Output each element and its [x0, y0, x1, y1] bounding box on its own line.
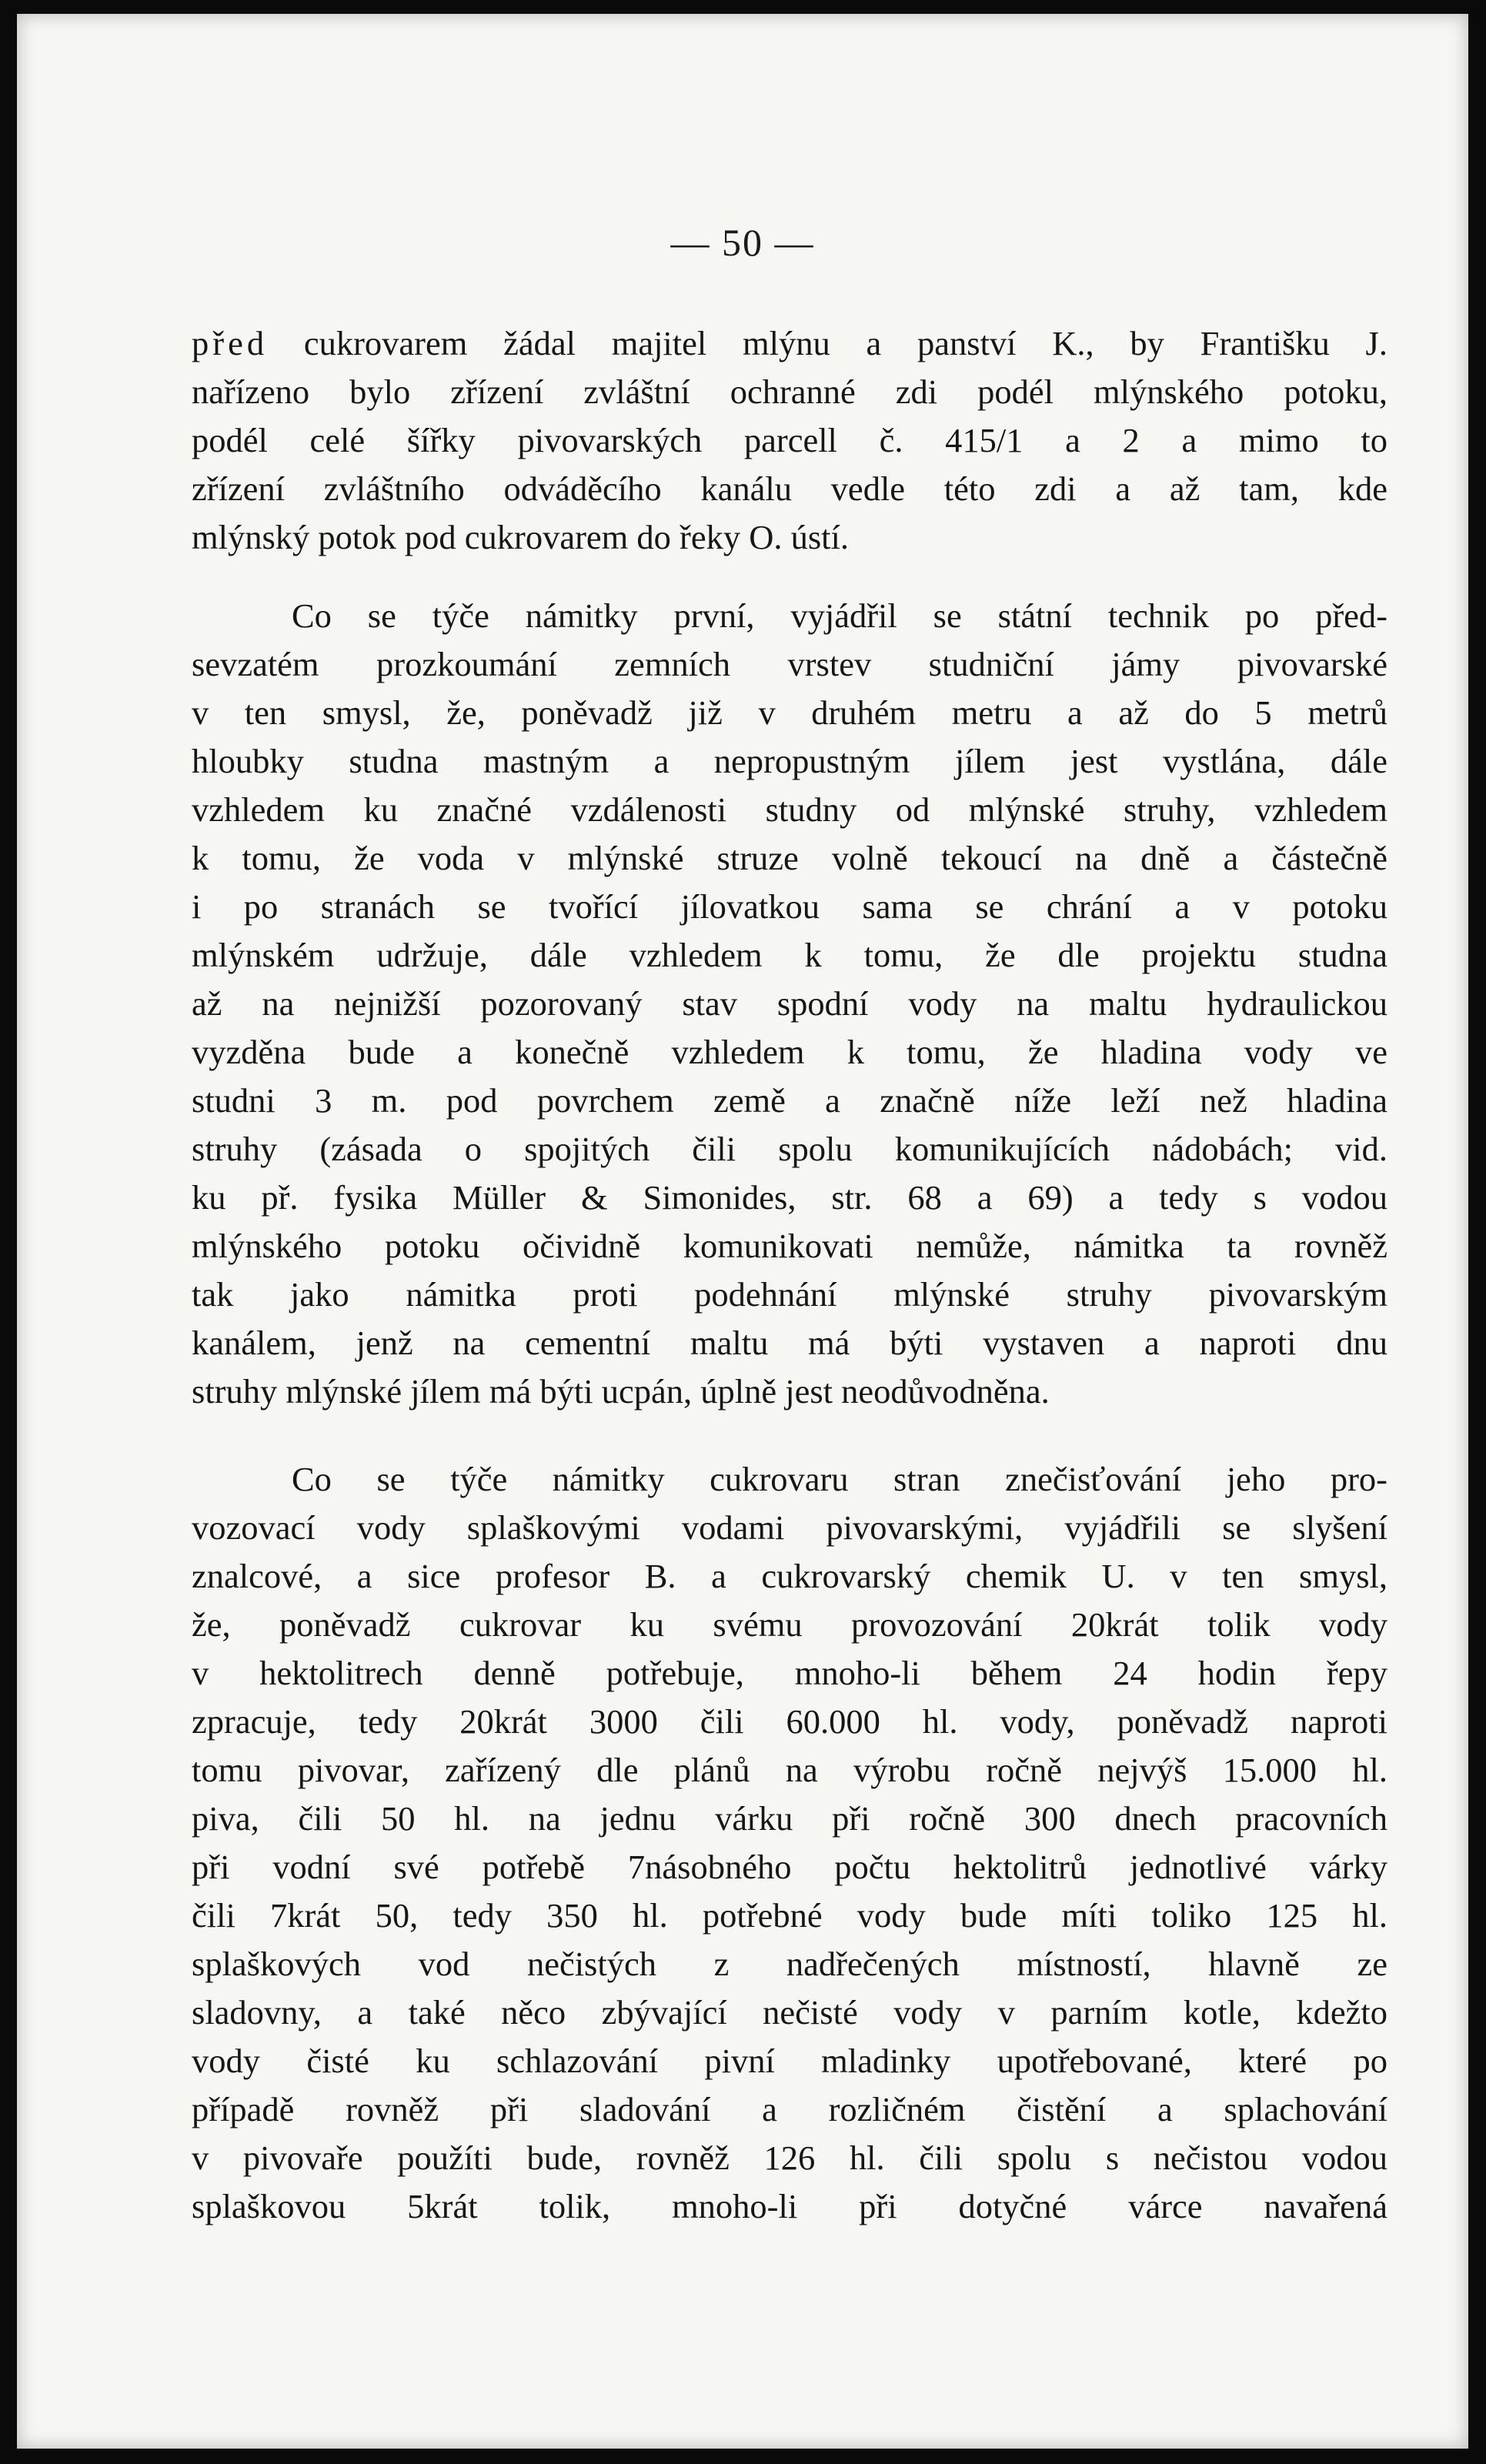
- text-line: ku př. fysika Müller & Simonides, str. 68 a 69) a tedy s vodou: [192, 1178, 1387, 1217]
- text-line: sladovny, a také něco zbývající nečisté vody v parním kotle, kdežto: [192, 1993, 1387, 2032]
- paragraph-2: [192, 592, 1387, 1416]
- text-line: v hektolitrech denně potřebuje, mnoho-li během 24 hodin řepy: [192, 1654, 1387, 1692]
- spaced-word: před: [192, 324, 269, 362]
- text-line: studni 3 m. pod povrchem země a značně níže leží než hladina: [192, 1081, 1387, 1120]
- text-line: vzhledem ku značné vzdálenosti studny od mlýnské struhy, vzhledem: [192, 790, 1387, 829]
- page-number: — 50 —: [670, 221, 815, 264]
- text-line: zpracuje, tedy 20krát 3000 čili 60.000 hl. vody, poněvadž naproti: [192, 1702, 1387, 1741]
- text-line: Co se týče námitky cukrovaru stran znečisťování jeho pro-: [292, 1460, 1387, 1498]
- text-line: nařízeno bylo zřízení zvláštní ochranné zdi podél mlýnského potoku,: [192, 372, 1387, 411]
- text-line: tomu pivovar, zařízený dle plánů na výrobu ročně nejvýš 15.000 hl.: [192, 1751, 1387, 1789]
- text-line: případě rovněž při sladování a rozličném čistění a splachování: [192, 2090, 1387, 2128]
- text-line: podél celé šířky pivovarských parcell č. 415/1 a 2 a mimo to: [192, 421, 1387, 459]
- text-line: vyzděna bude a konečně vzhledem k tomu, že hladina vody ve: [192, 1033, 1387, 1071]
- text-line: až na nejnižší pozorovaný stav spodní vody na maltu hydraulickou: [192, 984, 1387, 1023]
- text-line: při vodní své potřebě 7násobného počtu hektolitrů jednotlivé várky: [192, 1848, 1387, 1886]
- text-line: hloubky studna mastným a nepropustným jílem jest vystlána, dále: [192, 742, 1387, 780]
- text-line: že, poněvadž cukrovar ku svému provozování 20krát tolik vody: [192, 1605, 1387, 1644]
- text-line: k tomu, že voda v mlýnské struze volně tekoucí na dně a částečně: [192, 839, 1387, 877]
- text-line: v pivovaře použíti bude, rovněž 126 hl. čili spolu s nečistou vodou: [192, 2138, 1387, 2177]
- text-line: [192, 319, 1387, 368]
- text-line: Co se týče námitky první, vyjádřil se státní technik po před-: [292, 596, 1387, 635]
- text-line: splaškovou 5krát tolik, mnoho-li při dotyčné várce navařená: [192, 2187, 1387, 2225]
- document-page: [17, 14, 1468, 2449]
- text-line: vody čisté ku schlazování pivní mladinky upotřebované, které po: [192, 2042, 1387, 2080]
- text-line-content: cukrovarem žádal majitel mlýnu a panství K., by Františku J.: [303, 324, 1387, 362]
- text-line: struhy mlýnské jílem má býti ucpán, úplně jest neodůvodněna.: [192, 1372, 1050, 1411]
- paragraph-1: [192, 319, 1387, 562]
- text-line: piva, čili 50 hl. na jednu várku při ročně 300 dnech pracovních: [192, 1799, 1387, 1838]
- text-line: znalcové, a sice profesor B. a cukrovarský chemik U. v ten smysl,: [192, 1557, 1387, 1595]
- text-line: vozovací vody splaškovými vodami pivovarskými, vyjádřili se slyšení: [192, 1508, 1387, 1547]
- text-line: čili 7krát 50, tedy 350 hl. potřebné vody bude míti toliko 125 hl.: [192, 1896, 1387, 1935]
- text-line: mlýnského potoku očividně komunikovati nemůže, námitka ta rovněž: [192, 1227, 1387, 1265]
- paragraph-3: [192, 1455, 1387, 2231]
- text-line: struhy (zásada o spojitých čili spolu komunikujících nádobách; vid.: [192, 1130, 1387, 1168]
- text-line: kanálem, jenž na cementní maltu má býti vystaven a naproti dnu: [192, 1324, 1387, 1362]
- text-line: mlýnském udržuje, dále vzhledem k tomu, že dle projektu studna: [192, 936, 1387, 974]
- text-line: mlýnský potok pod cukrovarem do řeky O. ústí.: [192, 518, 850, 556]
- text-line: splaškových vod nečistých z nadřečených místností, hlavně ze: [192, 1945, 1387, 1983]
- text-line: tak jako námitka proti podehnání mlýnské struhy pivovarským: [192, 1275, 1387, 1314]
- text-line: zřízení zvláštního odváděcího kanálu vedle této zdi a až tam, kde: [192, 469, 1387, 508]
- text-line: sevzatém prozkoumání zemních vrstev studniční jámy pivovarské: [192, 645, 1387, 683]
- text-line: i po stranách se tvořící jílovatkou sama se chrání a v potoku: [192, 887, 1387, 926]
- text-line: v ten smysl, že, poněvadž již v druhém metru a až do 5 metrů: [192, 693, 1387, 732]
